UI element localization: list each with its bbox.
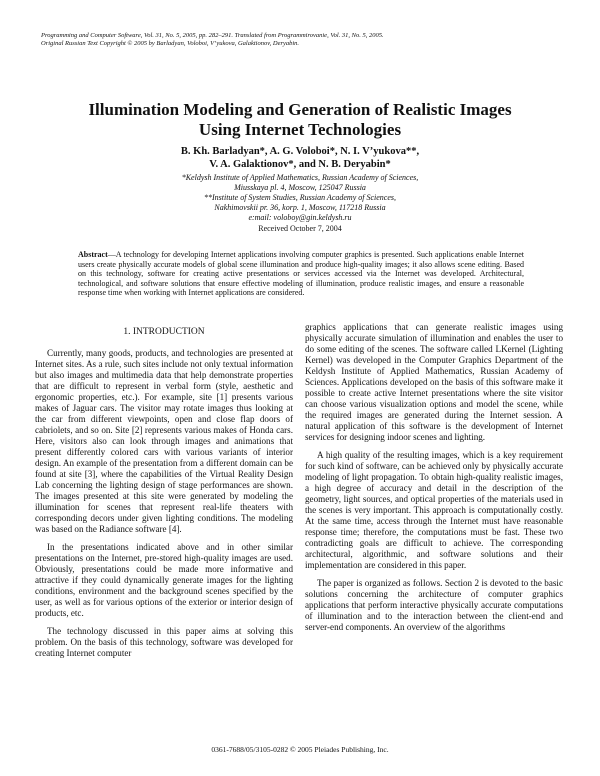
paragraph: The technology discussed in this paper aims at solving this problem. On the basis of this technology, software was developed for creating Internet computer <box>35 626 293 658</box>
title-block <box>30 100 570 234</box>
paragraph: Currently, many goods, products, and technologies are presented at Internet sites. As a rule, such sites include not only textual information but also images and multimedia data that help demonstrate properties that are difficult to represent in verbal form (style, aesthetic and ergonomic properties, etc.). For example, site [1] presents various makes of Jaguar cars. The visitor may rotate images thus looking at the car from different viewpoints, open and close flap doors of cabriolets, and so on. Site [2] represents various makes of Honda cars. Here, visitors also can look through images and animations that present differently colored cars with various variants of interior design. An example of the presentation from a different domain can be found at site [3], where the capabilities of the Virtual Reality Design Lab concerning the lighting design of stage performances are shown. The images presented at this site were generated by modeling the illumination for scenes that represent real-life theaters with corresponding decors under given lighting conditions. The modeling was based on the Radiance software [4]. <box>35 348 293 534</box>
affiliation-line-1: *Keldysh Institute of Applied Mathematics, Russian Academy of Sciences, <box>181 173 419 182</box>
email-line: e:mail: voloboy@gin.keldysh.ru <box>248 213 352 222</box>
copyright-footer: 0361-7688/05/3105-0282 © 2005 Pleiades Publishing, Inc. <box>211 745 389 754</box>
title-line-1: Illumination Modeling and Generation of Realistic Images <box>88 100 512 119</box>
title-line-2: Using Internet Technologies <box>198 120 402 139</box>
journal-header <box>41 32 561 48</box>
paragraph: In the presentations indicated above and in other similar presentations on the Internet, pre-stored high-quality images are used. Obviously, presentations could be made more informative and attractive if they could dynamically generate images for the lighting conditions, environment and the background scenes specified by the user, as well as for various options of the exterior or interior design of products, etc. <box>35 542 293 618</box>
affiliations <box>30 173 570 223</box>
left-column <box>35 322 293 666</box>
right-column <box>305 322 563 640</box>
authors-line-2: V. A. Galaktionov*, and N. B. Deryabin* <box>209 159 391 170</box>
header-line-1: Programming and Computer Software, Vol. 31, No. 5, 2005, pp. 282–291. Translated from Programmirovanie, Vol. 31, No. 5, 2005. <box>41 32 384 39</box>
authors <box>30 145 570 171</box>
paragraph: The paper is organized as follows. Section 2 is devoted to the basic solutions concerning the architecture of computer graphics applications that perform interactive physically accurate computations of illumination and to the interaction between the client-end and server-end components. An overview of the algorithms <box>305 578 563 632</box>
section-heading: 1. INTRODUCTION <box>123 327 205 337</box>
affiliation-line-3: **Institute of System Studies, Russian Academy of Sciences, <box>203 193 397 202</box>
paragraph: A high quality of the resulting images, which is a key requirement for such kind of software, can be achieved only by physically accurate modeling of light propagation. To obtain high-quality realistic images, a high degree of accuracy and detail in the description of the geometry, light sources, and optical properties of the materials used in the scenes is very important. This approach is computationally costly. At the same time, access through the Internet must have reasonable response time; therefore, the computations must be fast. These two contradicting goals are difficult to achieve. The corresponding architectural, algorithmic, and software solutions and their implementation are considered in this paper. <box>305 450 563 570</box>
received-date: Received October 7, 2004 <box>258 224 342 233</box>
paper-title <box>30 100 570 140</box>
abstract-text: —A technology for developing Internet applications involving computer graphics is presented. Such applications enable Internet users create physically accurate models of global scene illumination and produce high-quality images; it also allows scene editing. Based on this technology, software for creating active presentations or services accessed via the Internet was developed. Architectural, technological, and software solutions that ensure effective modeling of illumination, produce realistic images, and ensure a reasonable response time when working with Internet applications are considered. <box>78 250 524 298</box>
abstract-label: Abstract <box>78 250 108 259</box>
abstract <box>78 250 524 298</box>
header-line-2: Original Russian Text Copyright © 2005 by Barladyan, Voloboi, V’yukova, Galaktionov, Deryabin. <box>41 40 300 47</box>
affiliation-line-4: Nakhimovskii pr. 36, korp. 1, Moscow, 117218 Russia <box>214 203 386 212</box>
authors-line-1: B. Kh. Barladyan*, A. G. Voloboi*, N. I. V’yukova**, <box>180 146 420 157</box>
affiliation-line-2: Miusskaya pl. 4, Moscow, 125047 Russia <box>234 183 366 192</box>
paragraph: graphics applications that can generate realistic images using physically accurate simulation of illumination and enables the user to do some editing of the scenes. The software called LKernel (Lighting Kernel) was developed in the Computer Graphics Department of the Keldysh Institute of Applied Mathematics, Russian Academy of Sciences. Applications developed on the basis of this software make it possible to create active Internet presentations where the site visitor can choose various visualization options and model the scene, while the required images are generated during the Internet session. A natural application of this software is the development of Internet services for designing indoor scenes and lighting. <box>305 322 563 442</box>
